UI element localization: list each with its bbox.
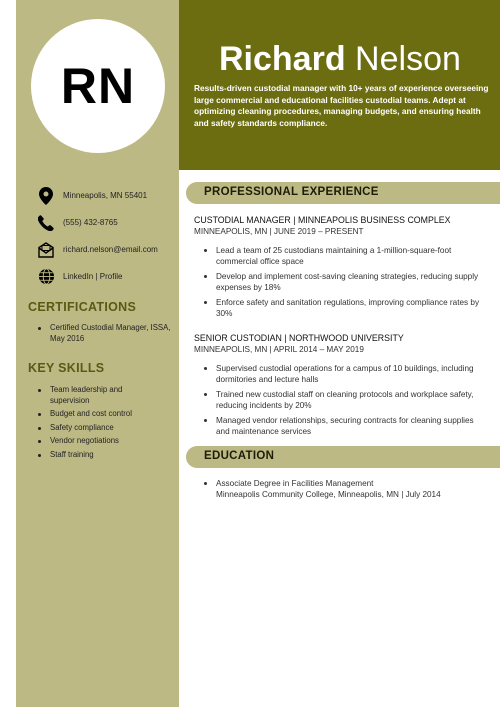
job-bullet: Supervised custodial operations for a campus of 10 buildings, including dormitories and lecture halls <box>202 363 487 385</box>
phone-text: (555) 432-8765 <box>63 218 118 227</box>
last-name: Nelson <box>355 40 461 78</box>
map-pin-icon <box>37 187 55 205</box>
certification-item: Certified Custodial Manager, ISSA, May 2016 <box>36 323 171 344</box>
experience-heading: PROFESSIONAL EXPERIENCE <box>204 186 379 198</box>
skill-item: Vendor negotiations <box>36 436 141 447</box>
job-title: CUSTODIAL MANAGER | MINNEAPOLIS BUSINESS COMPLEX <box>194 215 451 225</box>
summary-text: Results-driven custodial manager with 10+ years of experience overseeing large commercial and educational facilities custodial teams. Adept at optimizing cleaning procedures, managing budgets, and ensuring health and safety standards compliance. <box>194 83 489 128</box>
location-text: Minneapolis, MN 55401 <box>63 191 148 200</box>
globe-icon <box>37 268 55 286</box>
job-bullet: Enforce safety and sanitation regulations, improving compliance rates by 30% <box>202 297 487 319</box>
first-name: Richard <box>219 40 346 78</box>
skill-item: Team leadership and supervision <box>36 385 141 406</box>
skills-list <box>36 385 141 463</box>
experience-section-bar <box>186 182 500 204</box>
education-list <box>202 478 487 504</box>
contact-phone <box>37 209 177 236</box>
monogram-initials: RN <box>60 58 136 114</box>
job-bullets <box>202 245 487 323</box>
candidate-name <box>219 40 461 79</box>
linkedin-link[interactable]: LinkedIn | Profile <box>63 272 123 281</box>
job-bullet: Lead a team of 25 custodians maintaining a 1-million-square-foot commercial office space <box>202 245 487 267</box>
job-meta: MINNEAPOLIS, MN | JUNE 2019 – PRESENT <box>194 227 364 236</box>
skill-item: Safety compliance <box>36 423 141 434</box>
contact-block <box>37 182 177 290</box>
contact-linkedin[interactable] <box>37 263 177 290</box>
skill-item: Budget and cost control <box>36 409 141 420</box>
key-skills-heading: KEY SKILLS <box>28 361 105 375</box>
contact-location <box>37 182 177 209</box>
education-item <box>202 478 487 500</box>
certifications-list <box>36 323 171 347</box>
school-text: Minneapolis Community College, Minneapolis, MN | July 2014 <box>216 490 441 499</box>
job-bullet: Trained new custodial staff on cleaning protocols and workplace safety, reducing incidents by 20% <box>202 389 487 411</box>
degree-text: Associate Degree in Facilities Management <box>216 479 374 488</box>
contact-email[interactable] <box>37 236 177 263</box>
certifications-heading: CERTIFICATIONS <box>28 300 137 314</box>
phone-icon <box>37 214 55 232</box>
job-meta: MINNEAPOLIS, MN | APRIL 2014 – MAY 2019 <box>194 345 364 354</box>
monogram-circle <box>31 19 165 153</box>
envelope-icon <box>37 241 55 259</box>
job-bullet: Managed vendor relationships, securing contracts for cleaning supplies and maintenance services <box>202 415 487 437</box>
education-heading: EDUCATION <box>204 450 275 462</box>
job-bullets <box>202 363 487 441</box>
email-link[interactable]: richard.nelson@email.com <box>63 245 158 254</box>
job-bullet: Develop and implement cost-saving cleaning strategies, reducing supply expenses by 18% <box>202 271 487 293</box>
education-section-bar <box>186 446 500 468</box>
skill-item: Staff training <box>36 450 141 461</box>
job-title: SENIOR CUSTODIAN | NORTHWOOD UNIVERSITY <box>194 333 404 343</box>
